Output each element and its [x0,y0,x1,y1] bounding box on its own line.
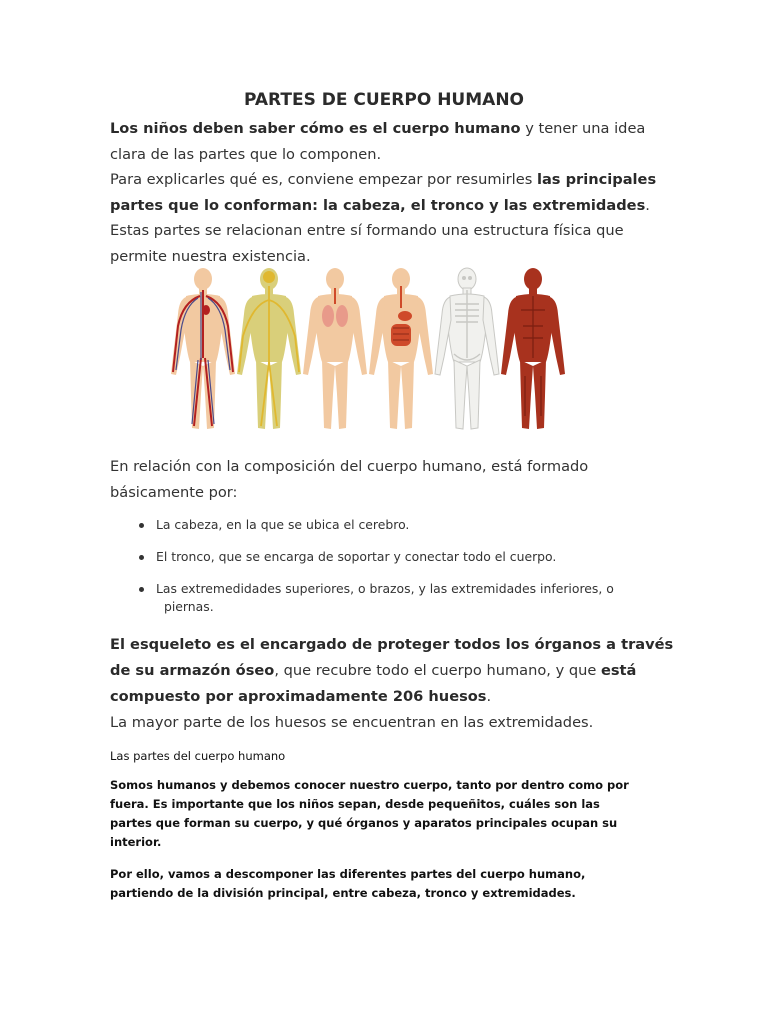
list-item-text: El tronco, que se encarga de soportar y conectar todo el cuerpo. [156,549,557,564]
skeleton-text-3: La mayor parte de los huesos se encuentran en las extremidades. [110,714,594,731]
skeleton-paragraph [110,632,680,736]
bullet-icon [139,523,144,528]
list-item [138,516,658,534]
skeleton-text-2: . [486,688,492,705]
composition-paragraph: En relación con la composición del cuerpo humano, está formado básicamente por: [110,458,589,501]
body-paragraph-2: Por ello, vamos a descomponer las diferentes partes del cuerpo humano, partiendo de la división principal, entre cabeza, tronco y extremidades. [110,867,586,900]
muscular-system-figure [501,268,565,429]
body-parts-list [138,516,658,616]
list-item-text-continued: piernas. [164,599,214,614]
bullet-icon [139,555,144,560]
section-subheading: Las partes del cuerpo humano [110,749,286,763]
intro-text-2: Para explicarles qué es, conviene empezar por resumirles [110,171,537,189]
digestive-system-figure [369,268,433,429]
intro-text-1: y tener una idea clara de las partes que lo componen. [110,120,646,163]
body-systems-illustration [165,262,575,434]
body-systems-figure [165,262,575,434]
list-item [138,580,658,616]
skeleton-bold-2: está compuesto por aproximadamente 206 huesos [110,662,637,705]
bullet-icon [139,587,144,592]
skeleton-bold-1: El esqueleto es el encargado de proteger todos los órganos a través de su armazón óseo [110,636,674,679]
intro-bold-2: las principales partes que lo conforman: la cabeza, el tronco y las extremidades [110,171,657,214]
page-title: PARTES DE CUERPO HUMANO [244,90,524,110]
intro-text-3: . Estas partes se relacionan entre sí formando una estructura física que permite nuestra existencia. [110,196,650,265]
skeletal-system-figure [435,268,499,429]
intro-paragraph [110,116,670,270]
nervous-system-figure [237,268,301,429]
circulatory-system-figure [171,268,235,429]
list-item-text: Las extremedidades superiores, o brazos, y las extremidades inferiores, o [156,581,614,596]
body-paragraph-1: Somos humanos y debemos conocer nuestro cuerpo, tanto por dentro como por fuera. Es importante que los niños sepan, desde pequeñitos, cuáles son las partes que forman su cuerpo, y qué órganos y aparatos principales ocupan su interior. [110,778,629,849]
list-item-text: La cabeza, en la que se ubica el cerebro. [156,517,410,532]
respiratory-system-figure [303,268,367,429]
skeleton-text-1: , que recubre todo el cuerpo humano, y que [274,662,601,679]
intro-bold-1: Los niños deben saber cómo es el cuerpo humano [110,120,521,137]
list-item [138,548,658,566]
